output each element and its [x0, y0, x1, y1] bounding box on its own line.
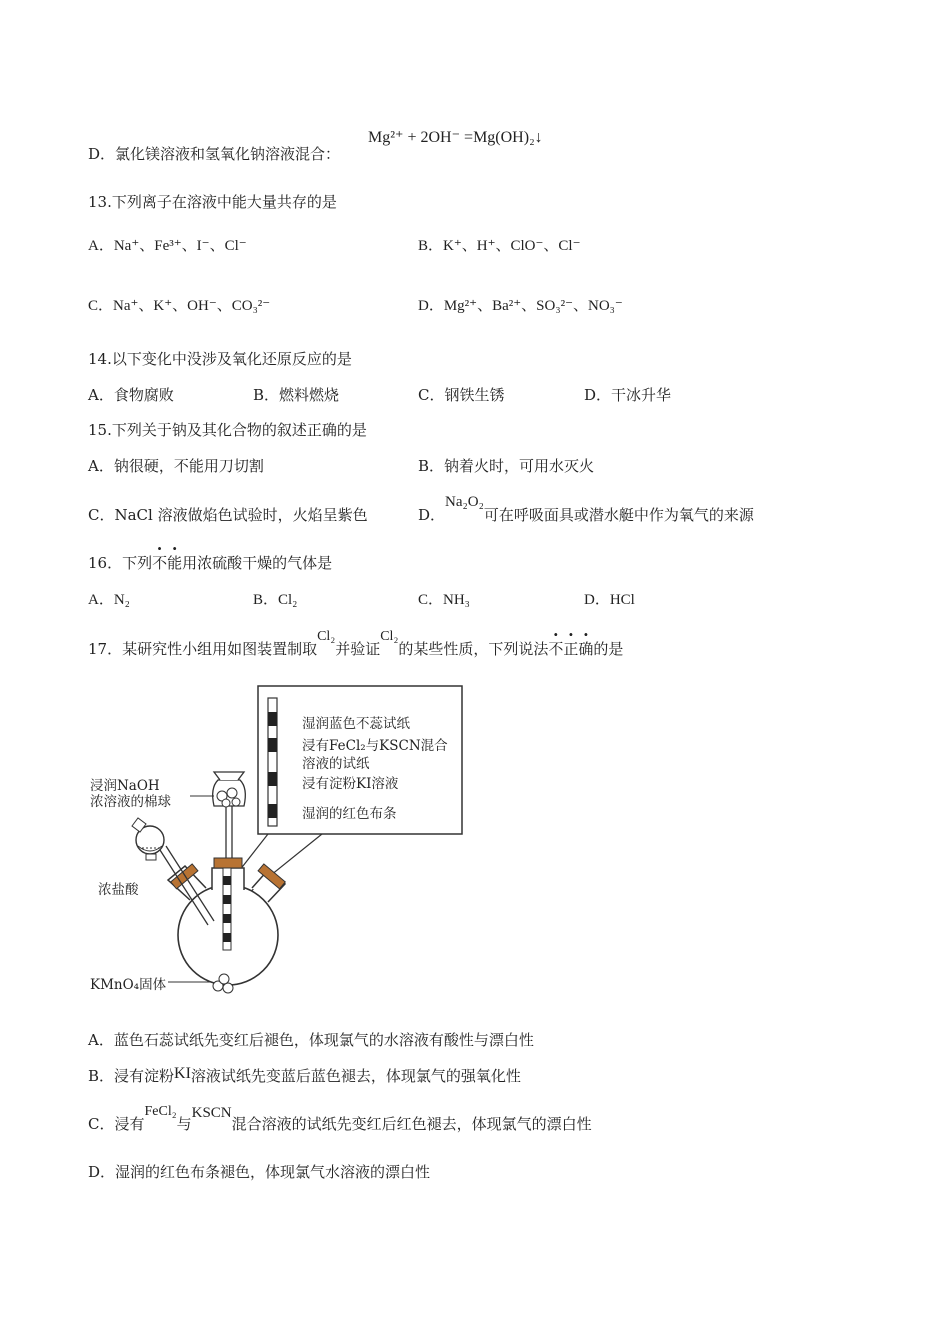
q17-option-c-formula-2: KSCN — [191, 1105, 232, 1121]
q16-option-a: A．N₂ — [88, 592, 130, 608]
q17-option-b: B．浸有淀粉KI溶液试纸先变蓝后蓝色褪去，体现氯气的强氧化性 — [88, 1065, 521, 1085]
q15-option-c: C．NaCl 溶液做焰色试验时，火焰呈紫色 — [88, 506, 368, 524]
q14-stem: 14.以下变化中没涉及氧化还原反应的是 — [88, 350, 352, 368]
q15-option-b: B．钠着火时，可用水灭火 — [418, 457, 595, 475]
q17-option-b-formula: KI — [174, 1065, 191, 1082]
legend-item-starch-ki: 浸有淀粉KI溶液 — [302, 776, 399, 792]
q17-option-a: A．蓝色石蕊试纸先变红后褪色，体现氯气的水溶液有酸性与漂白性 — [88, 1031, 534, 1049]
q16-option-c: C．NH₃ — [418, 592, 470, 608]
q17-option-d: D．湿润的红色布条褪色，体现氯气水溶液的漂白性 — [88, 1163, 431, 1181]
q16-option-b: B．Cl₂ — [253, 592, 298, 608]
q13-option-d: D．Mg²⁺、Ba²⁺、SO₃²⁻、NO₃⁻ — [418, 298, 623, 314]
q15-option-d-formula: Na₂O₂ — [445, 494, 484, 510]
q16-emphasis-2: 能 — [167, 554, 183, 572]
q14-option-b: B．燃料燃烧 — [253, 386, 340, 404]
label-conc-hcl: 浓盐酸 — [98, 882, 139, 898]
q17-emphasis-3: 确 — [578, 640, 594, 658]
q17-option-c: C．浸有FeCl₂与KSCN混合溶液的试纸先变红后红色褪去，体现氯气的漂白性 — [88, 1104, 592, 1133]
q15-option-a: A．钠很硬，不能用刀切割 — [88, 457, 264, 475]
q17-formula-1: Cl₂ — [317, 629, 336, 644]
q14-option-a: A．食物腐败 — [88, 386, 174, 404]
label-kmno4: KMnO₄固体 — [90, 977, 167, 993]
q13-option-a: A．Na⁺、Fe³⁺、I⁻、Cl⁻ — [88, 238, 247, 254]
label-naoh-2: 浓溶液的棉球 — [90, 794, 171, 810]
q13-option-b: B．K⁺、H⁺、ClO⁻、Cl⁻ — [418, 238, 581, 254]
q17-formula-2: Cl₂ — [380, 629, 399, 644]
q16-option-d: D．HCl — [584, 592, 635, 608]
q15-option-d: D．Na₂O₂可在呼吸面具或潜水艇中作为氧气的来源 — [418, 494, 754, 524]
q16-emphasis-1: 不 — [152, 554, 168, 572]
q12-option-d-equation: Mg²⁺ + 2OH⁻ =Mg(OH)₂↓ — [368, 129, 543, 146]
q16-stem: 16．下列不能用浓硫酸干燥的气体是 — [88, 554, 333, 572]
q14-option-d: D．干冰升华 — [584, 386, 672, 404]
q12-option-d: D．氯化镁溶液和氢氧化钠溶液混合： — [88, 145, 341, 163]
legend-item-red-cloth: 湿润的红色布条 — [302, 806, 397, 822]
q13-stem: 13.下列离子在溶液中能大量共存的是 — [88, 193, 337, 211]
q17-option-c-formula-1: FeCl₂ — [144, 1104, 177, 1119]
legend-item-fecl2-kscn-2: 溶液的试纸 — [302, 756, 370, 772]
q15-stem: 15.下列关于钠及其化合物的叙述正确的是 — [88, 421, 367, 439]
legend-item-fecl2-kscn-1: 浸有FeCl₂与KSCN混合 — [302, 738, 448, 754]
q14-option-c: C．钢铁生锈 — [418, 386, 505, 404]
q17-emphasis-2: 正 — [563, 640, 579, 658]
legend-item-blue-litmus: 湿润蓝色不蕊试纸 — [302, 716, 410, 732]
q17-emphasis-1: 不 — [548, 640, 564, 658]
q13-option-c: C．Na⁺、K⁺、OH⁻、CO₃²⁻ — [88, 298, 271, 314]
q17-stem: 17．某研究性小组用如图装置制取Cl₂并验证Cl₂的某些性质，下列说法不正确的是 — [88, 629, 624, 658]
label-naoh-1: 浸润NaOH — [90, 778, 160, 794]
